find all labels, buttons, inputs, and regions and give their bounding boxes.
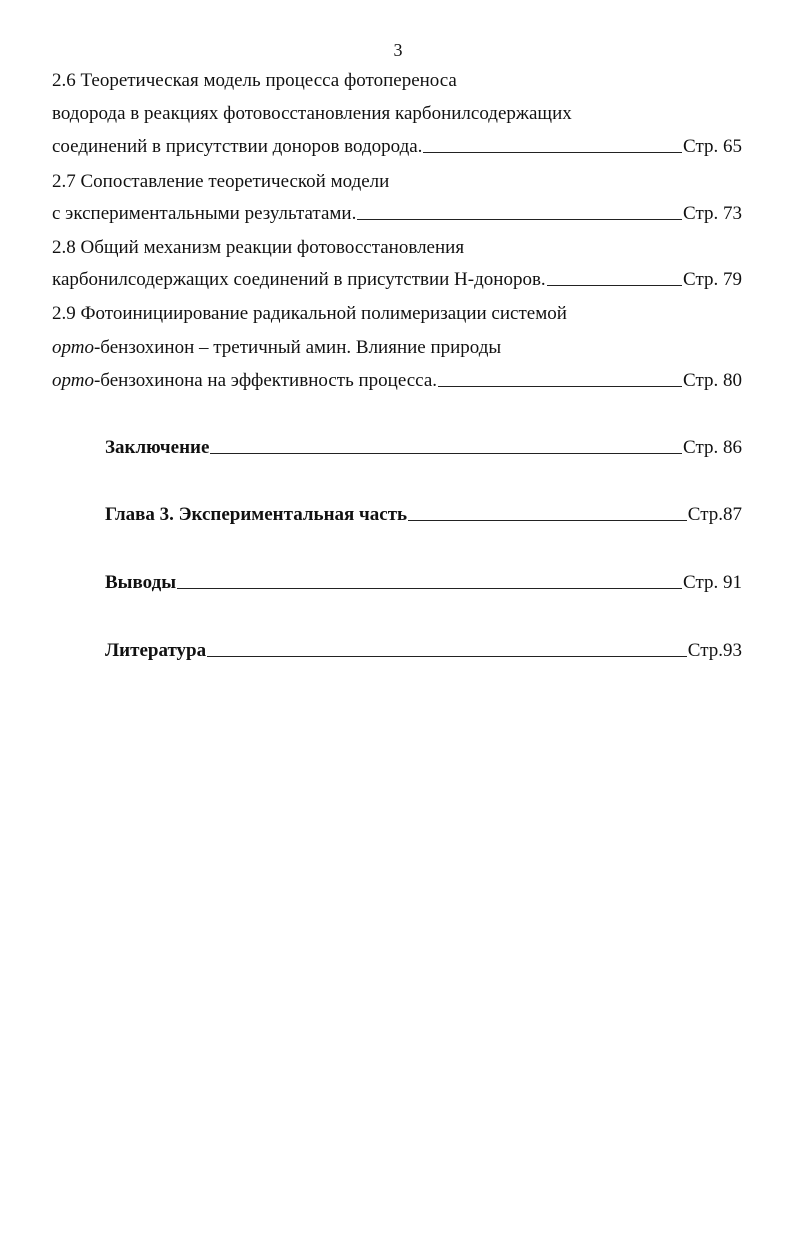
- dot-leader: [423, 151, 682, 153]
- toc-section-chapter-3[interactable]: [105, 504, 742, 526]
- section-page: Стр. 86: [683, 437, 742, 458]
- toc-entry-2-9-line-3: [52, 370, 437, 392]
- toc-section-conclusion[interactable]: [105, 437, 742, 459]
- dot-leader: [438, 385, 682, 387]
- toc-entry-2-9[interactable]: [52, 370, 742, 392]
- toc-entry-2-9-page: Стр. 80: [683, 370, 742, 391]
- page-number: 3: [393, 40, 403, 60]
- section-title: Глава 3. Экспериментальная часть: [105, 504, 408, 525]
- dot-leader: [408, 519, 687, 521]
- dot-leader: [177, 587, 682, 589]
- dot-leader: [547, 284, 682, 286]
- dot-leader: [357, 218, 682, 220]
- toc-entry-2-6-line-2: водорода в реакциях фотовосстановления карбонилсодержащих: [52, 103, 572, 124]
- toc-entry-2-8-line-2: карбонилсодержащих соединений в присутствии Н-доноров.: [52, 269, 546, 290]
- toc-entry-2-7-page: Стр. 73: [683, 203, 742, 224]
- toc-entry-2-6[interactable]: [52, 136, 742, 158]
- toc-entry-2-9-line-2: [52, 337, 501, 359]
- section-page: Стр.93: [687, 640, 742, 661]
- toc-entry-2-8-line-1: 2.8 Общий механизм реакции фотовосстановления: [52, 237, 465, 258]
- section-title: Заключение: [105, 437, 210, 458]
- dot-leader: [210, 452, 682, 454]
- section-title: Выводы: [105, 572, 177, 593]
- ortho-prefix: орто: [52, 337, 94, 358]
- section-page: Стр. 91: [683, 572, 742, 593]
- toc-entry-2-9-line-1: 2.9 Фотоинициирование радикальной полимеризации системой: [52, 303, 567, 324]
- ortho-prefix: орто: [52, 370, 94, 391]
- dot-leader: [207, 655, 687, 657]
- section-title: Литература: [105, 640, 207, 661]
- toc-entry-2-6-page: Стр. 65: [683, 136, 742, 157]
- toc-entry-2-8-page: Стр. 79: [683, 269, 742, 290]
- toc-entry-2-6-line-3: соединений в присутствии доноров водорода.: [52, 136, 423, 157]
- toc-entry-2-7[interactable]: [52, 203, 742, 225]
- toc-entry-2-7-line-2: с экспериментальными результатами.: [52, 203, 357, 224]
- toc-section-conclusions[interactable]: [105, 572, 742, 594]
- toc-section-references[interactable]: [105, 640, 742, 662]
- section-page: Стр.87: [687, 504, 742, 525]
- toc-entry-2-8[interactable]: [52, 269, 742, 291]
- toc-entry-2-9-line-3-text: -бензохинона на эффективность процесса.: [93, 370, 438, 391]
- toc-entry-2-9-line-2-text: -бензохинон – третичный амин. Влияние природы: [93, 337, 502, 358]
- toc-entry-2-6-line-1: 2.6 Теоретическая модель процесса фотопереноса: [52, 70, 457, 91]
- toc-entry-2-7-line-1: 2.7 Сопоставление теоретической модели: [52, 171, 390, 192]
